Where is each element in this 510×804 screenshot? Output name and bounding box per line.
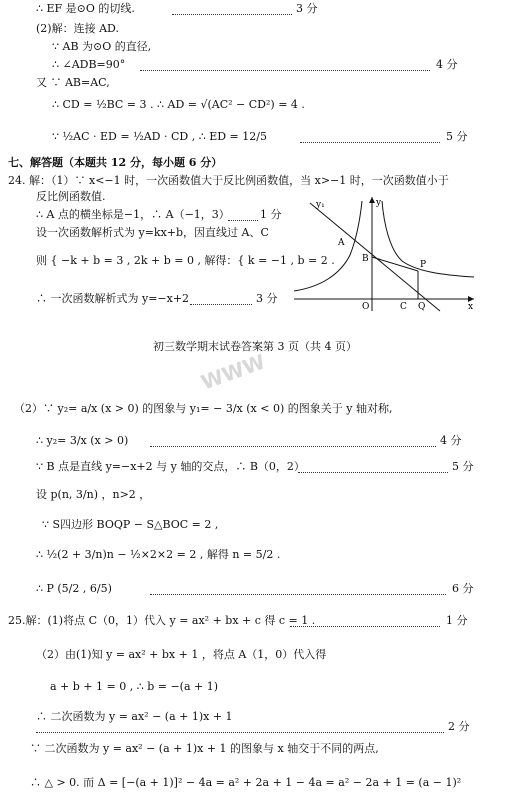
label-o: O xyxy=(362,302,370,312)
section-heading: 七、解答题（本题共 12 分，每小题 6 分） xyxy=(8,156,223,169)
text-line: 设一次函数解析式为 y=kx+b，因直线过 A、C xyxy=(36,226,269,239)
text-line: ∴ EF 是⊙O 的切线. xyxy=(36,2,135,15)
text-line: ∵ S四边形 BOQP − S△BOC = 2 , xyxy=(42,518,219,531)
text-line: ∴ CD = ½BC = 3 . ∴ AD = √(AC² − CD²) = 4 . xyxy=(52,98,305,111)
text-line: 则 { −k + b = 3 , 2k + b = 0 , 解得：{ k = −1 , b = 2 . xyxy=(36,254,335,267)
label-y1: y₁ xyxy=(316,200,325,210)
text-line: (2)解：连接 AD. xyxy=(36,22,119,35)
text-line: ∴ P (5/2 , 6/5) xyxy=(36,582,112,595)
text-line: 又 ∵ AB=AC, xyxy=(36,76,110,89)
text-line: ∵ AB 为⊙O 的直径, xyxy=(52,40,152,53)
text-line: 反比例函数值. xyxy=(36,190,106,203)
text-line: ∴ ∠ADB=90° xyxy=(52,58,126,71)
label-y: y xyxy=(376,198,382,208)
text-line: ∴ 一次函数解析式为 y=−x+2 xyxy=(36,292,190,305)
line-y-eq-neg-x-plus-2 xyxy=(310,203,440,311)
text-line: （2）∵ y₂= a/x (x > 0) 的图象与 y₁= − 3/x (x < 0) 的图象关于 y 轴对称, xyxy=(14,402,393,415)
text-line: ∵ B 点是直线 y=−x+2 与 y 轴的交点，∴ B（0，2） xyxy=(36,460,305,473)
leader-dots xyxy=(298,472,448,473)
text-line: ∴ ½(2 + 3/n)n − ½×2×2 = 2 , 解得 n = 5/2 . xyxy=(36,548,281,561)
function-graph xyxy=(290,195,478,313)
score: 3 分 xyxy=(256,292,278,305)
text-line: ∴ A 点的横坐标是−1，∴ A（−1，3） xyxy=(36,208,230,221)
label-b: B xyxy=(362,254,369,264)
text-line: ∵ 二次函数为 y = ax² − (a + 1)x + 1 的图象与 x 轴交于不同的两点, xyxy=(30,742,379,755)
score: 1 分 xyxy=(446,614,468,627)
score: 6 分 xyxy=(452,582,474,595)
score: 1 分 xyxy=(260,208,282,221)
label-c: C xyxy=(400,302,407,312)
score: 5 分 xyxy=(452,460,474,473)
score: 2 分 xyxy=(448,720,470,733)
text-line: 设 p(n, 3/n) ，n>2 ， xyxy=(36,488,151,501)
page-footer: 初三数学期末试卷答案第 3 页（共 4 页） xyxy=(153,340,357,353)
y-axis-arrow xyxy=(369,197,375,203)
label-q: Q xyxy=(418,302,426,312)
leader-dots xyxy=(150,594,446,595)
leader-dots xyxy=(36,732,444,733)
curve-y2 xyxy=(382,201,474,277)
text-line: ∴ 二次函数为 y = ax² − (a + 1)x + 1 xyxy=(36,710,233,723)
score: 3 分 xyxy=(296,2,318,15)
leader-dots xyxy=(172,14,292,15)
text-line: ∴ △ > 0. 而 Δ = [−(a + 1)]² − 4a = a² + 2a + 1 − 4a = a² − 2a + 1 = (a − 1)² xyxy=(30,776,462,789)
leader-dots xyxy=(290,626,440,627)
text-line: a + b + 1 = 0 , ∴ b = −(a + 1) xyxy=(50,680,219,693)
text-line: 24. 解：（1）∵ x<−1 时，一次函数值大于反比例函数值，当 x>−1 时，一次函数值小于 xyxy=(8,174,449,187)
text-line: ∴ y₂= 3/x (x > 0) xyxy=(36,434,129,447)
leader-dots xyxy=(228,220,258,221)
leader-dots xyxy=(190,304,252,305)
text-line: （2）由(1)知 y = ax² + bx + 1 ，将点 A（1，0）代入得 xyxy=(36,648,327,661)
text-line: 25.解：(1)将点 C（0，1）代入 y = ax² + bx + c 得 c = 1 . xyxy=(8,614,316,627)
label-x: x xyxy=(468,302,474,312)
score: 5 分 xyxy=(446,130,468,143)
leader-dots xyxy=(140,70,430,71)
leader-dots xyxy=(150,446,436,447)
leader-dots xyxy=(300,142,440,143)
text-line: ∵ ½AC · ED = ½AD · CD , ∴ ED = 12/5 xyxy=(52,130,267,143)
watermark: WWW xyxy=(197,349,269,395)
segment-bp xyxy=(372,257,418,271)
curve-y1 xyxy=(294,201,362,291)
label-a: A xyxy=(338,238,345,248)
score: 4 分 xyxy=(436,58,458,71)
score: 4 分 xyxy=(440,434,462,447)
label-p: P xyxy=(420,260,427,270)
